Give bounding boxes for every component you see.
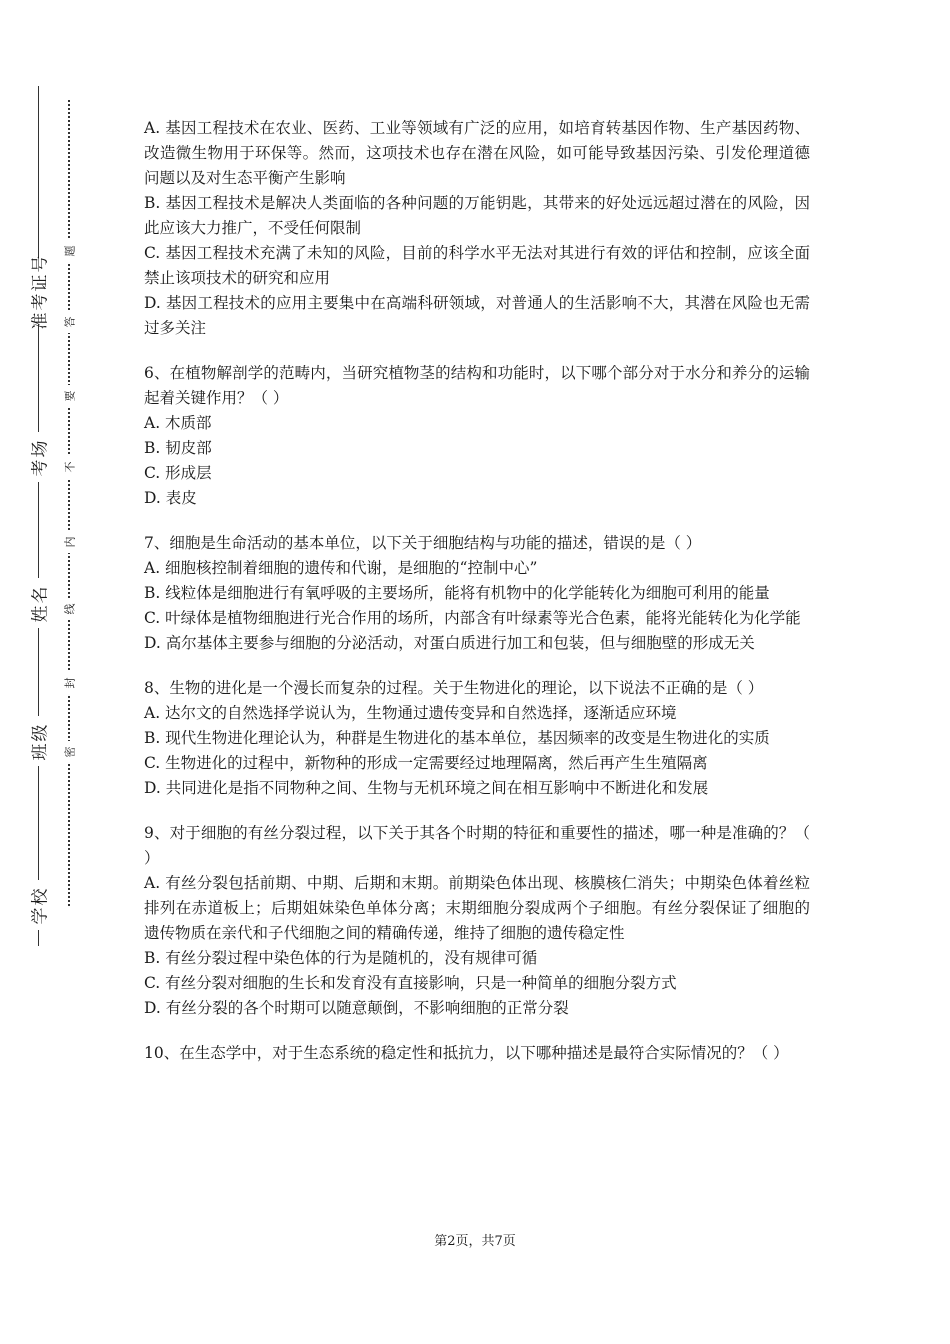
binding-margin [0,0,120,1344]
option: B. 现代生物进化理论认为，种群是生物进化的基本单位，基因频率的改变是生物进化的实质 [144,729,770,747]
binding-solid-line [38,86,39,946]
question-stem: 6、在植物解剖学的范畴内，当研究植物茎的结构和功能时，以下哪个部分对于水分和养分的运输起着关键作用？（ ） [144,364,810,407]
option: B. 韧皮部 [144,439,212,457]
question-9 [144,821,810,1021]
option: D. 共同进化是指不同物种之间、生物与无机环境之间在相互影响中不断进化和发展 [144,779,709,797]
question-10 [144,1041,810,1066]
question-stem: 7、细胞是生命活动的基本单位，以下关于细胞结构与功能的描述，错误的是（ ） [144,534,702,552]
option: C. 形成层 [144,464,212,482]
field-exam-room: 考场 [22,432,54,482]
option: C. 生物进化的过程中，新物种的形成一定需要经过地理隔离，然后再产生生殖隔离 [144,754,708,772]
option: A. 有丝分裂包括前期、中期、后期和末期。前期染色体出现、核膜核仁消失；中期染色体着丝粒排列在赤道板上；后期姐妹染色单体分离；末期细胞分裂成两个子细胞。有丝分裂保证了细胞的遗传物质在亲代和子代细胞之间的精确传递，维持了细胞的遗传稳定性 [144,874,810,942]
seal-char: 题 [58,240,80,262]
option: D. 高尔基体主要参与细胞的分泌活动，对蛋白质进行加工和包装，但与细胞壁的形成无关 [144,634,755,652]
question-6 [144,361,810,511]
field-name: 姓名 [22,578,54,628]
option: A. 细胞核控制着细胞的遗传和代谢，是细胞的“控制中心” [144,559,538,577]
option: B. 有丝分裂过程中染色体的行为是随机的，没有规律可循 [144,949,538,967]
option: B. 线粒体是细胞进行有氧呼吸的主要场所，能将有机物中的化学能转化为细胞可利用的能量 [144,584,770,602]
seal-char: 不 [58,456,80,478]
seal-dotted-line [68,100,70,906]
question-stem: 8、生物的进化是一个漫长而复杂的过程。关于生物进化的理论，以下说法不正确的是（ ） [144,679,764,697]
option: D. 基因工程技术的应用主要集中在高端科研领域，对普通人的生活影响不大，其潜在风险也无需过多关注 [144,294,810,337]
page-footer: 第2页，共7页 [434,1234,516,1249]
seal-char: 内 [58,531,80,553]
option: C. 叶绿体是植物细胞进行光合作用的场所，内部含有叶绿素等光合色素，能将光能转化为化学能 [144,609,801,627]
question-stem: 10、在生态学中，对于生态系统的稳定性和抵抗力，以下哪种描述是最符合实际情况的？（ ） [144,1044,789,1062]
question-content [144,116,810,1066]
seal-char: 线 [58,598,80,620]
option: A. 达尔文的自然选择学说认为，生物通过遗传变异和自然选择，逐渐适应环境 [144,704,677,722]
field-class: 班级 [22,716,54,766]
field-ticket-number: 准考证号 [22,258,54,324]
question-8 [144,676,810,801]
field-school: 学校 [22,880,54,930]
option: D. 有丝分裂的各个时期可以随意颠倒，不影响细胞的正常分裂 [144,999,569,1017]
option: A. 基因工程技术在农业、医药、工业等领域有广泛的应用，如培育转基因作物、生产基因药物、改造微生物用于环保等。然而，这项技术也存在潜在风险，如可能导致基因污染、引发伦理道德问题以及对生态平衡产生影响 [144,119,810,187]
option: C. 基因工程技术充满了未知的风险，目前的科学水平无法对其进行有效的评估和控制，应该全面禁止该项技术的研究和应用 [144,244,810,287]
option: A. 木质部 [144,414,212,432]
seal-char: 封 [58,672,80,694]
question-7 [144,531,810,656]
option: D. 表皮 [144,489,197,507]
question-stem: 9、对于细胞的有丝分裂过程，以下关于其各个时期的特征和重要性的描述，哪一种是准确的？（ ） [144,824,810,867]
seal-char: 密 [58,741,80,763]
question-5-options [144,116,810,341]
option: C. 有丝分裂对细胞的生长和发育没有直接影响，只是一种简单的细胞分裂方式 [144,974,677,992]
seal-char: 答 [58,311,80,333]
seal-char: 要 [58,385,80,407]
option: B. 基因工程技术是解决人类面临的各种问题的万能钥匙，其带来的好处远远超过潜在的风险，因此应该大力推广，不受任何限制 [144,194,810,237]
